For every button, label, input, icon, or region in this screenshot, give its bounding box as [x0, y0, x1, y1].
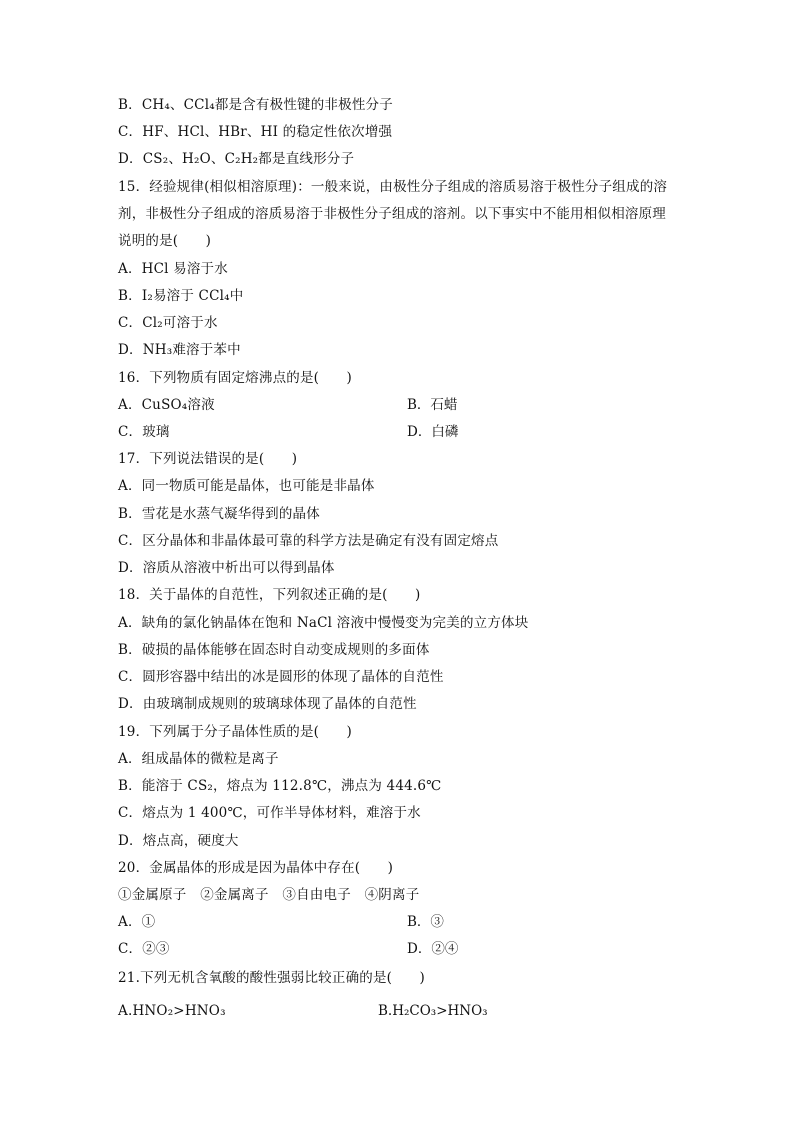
option-20d: D．②④ [407, 941, 459, 957]
option-16c: C．玻璃 [118, 424, 170, 440]
option-15b: B．I₂易溶于 CCl₄中 [118, 288, 244, 304]
option-21b: B.H₂CO₃>HNO₃ [378, 1003, 488, 1019]
option-14b: B．CH₄、CCl₄都是含有极性键的非极性分子 [118, 97, 393, 113]
option-15c: C．Cl₂可溶于水 [118, 315, 218, 331]
option-17d: D．溶质从溶液中析出可以得到晶体 [118, 560, 335, 576]
question-18: 18．关于晶体的自范性，下列叙述正确的是( ) [118, 587, 421, 603]
question-19: 19．下列属于分子晶体性质的是( ) [118, 724, 353, 740]
option-20a: A．① [118, 914, 156, 930]
option-16d: D．白磷 [407, 424, 459, 440]
question-20-choices: ①金属原子 ②金属离子 ③自由电子 ④阴离子 [118, 887, 420, 903]
option-14d: D．CS₂、H₂O、C₂H₂都是直线形分子 [118, 151, 355, 167]
option-19d: D．熔点高，硬度大 [118, 833, 239, 849]
option-16b: B．石蜡 [407, 397, 458, 413]
option-15d: D．NH₃难溶于苯中 [118, 342, 241, 358]
option-19a: A．组成晶体的微粒是离子 [118, 751, 279, 767]
question-21: 21.下列无机含氧酸的酸性强弱比较正确的是( ) [118, 970, 426, 986]
option-21a: A.HNO₂>HNO₃ [118, 1003, 226, 1019]
option-17b: B．雪花是水蒸气凝华得到的晶体 [118, 506, 320, 522]
option-14c: C．HF、HCl、HBr、HI 的稳定性依次增强 [118, 124, 393, 140]
question-15-line3: 说明的是( ) [118, 233, 212, 249]
option-19b: B．能溶于 CS₂，熔点为 112.8℃，沸点为 444.6℃ [118, 778, 442, 794]
option-16a: A．CuSO₄溶液 [118, 397, 215, 413]
option-18d: D．由玻璃制成规则的玻璃球体现了晶体的自范性 [118, 696, 417, 712]
option-15a: A．HCl 易溶于水 [118, 261, 228, 277]
question-20: 20．金属晶体的形成是因为晶体中存在( ) [118, 860, 394, 876]
option-17c: C．区分晶体和非晶体最可靠的科学方法是确定有没有固定熔点 [118, 533, 499, 549]
option-20c: C．②③ [118, 941, 170, 957]
option-18a: A．缺角的氯化钠晶体在饱和 NaCl 溶液中慢慢变为完美的立方体块 [118, 615, 529, 631]
option-18c: C．圆形容器中结出的冰是圆形的体现了晶体的自范性 [118, 669, 444, 685]
question-16: 16．下列物质有固定熔沸点的是( ) [118, 370, 353, 386]
option-20b: B．③ [407, 914, 444, 930]
option-19c: C．熔点为 1 400℃，可作半导体材料，难溶于水 [118, 805, 421, 821]
question-15-line1: 15．经验规律(相似相溶原理)：一般来说，由极性分子组成的溶质易溶于极性分子组成的溶 [118, 179, 668, 195]
option-17a: A．同一物质可能是晶体，也可能是非晶体 [118, 478, 375, 494]
option-18b: B．破损的晶体能够在固态时自动变成规则的多面体 [118, 642, 430, 658]
question-15-line2: 剂，非极性分子组成的溶质易溶于非极性分子组成的溶剂。以下事实中不能用相似相溶原理 [118, 206, 666, 222]
question-17: 17．下列说法错误的是( ) [118, 451, 298, 467]
